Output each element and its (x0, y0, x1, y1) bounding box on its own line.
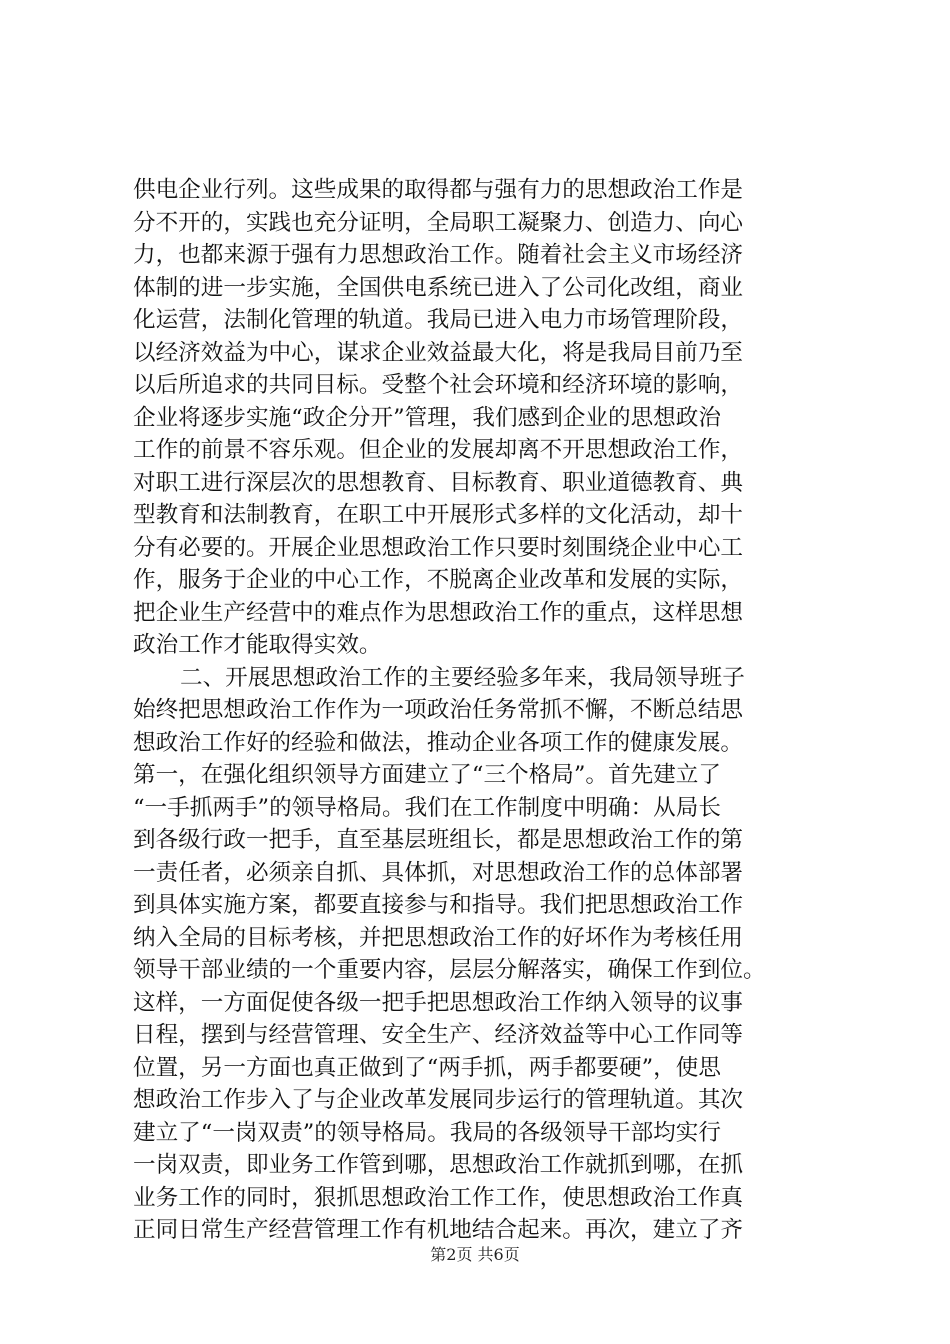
text-line: 政治工作才能取得实效。 (133, 632, 382, 658)
text-line: 分不开的，实践也充分证明，全局职工凝聚力、创造力、向心 (133, 209, 744, 236)
text-line: 供电企业行列。这些成果的取得都与强有力的思想政治工作是 (133, 177, 744, 203)
text-line: 把企业生产经营中的难点作为思想政治工作的重点，这样思想 (133, 599, 744, 626)
page-number-footer: 第2页 共6页 (430, 1245, 520, 1264)
text-line: 工作的前景不容乐观。但企业的发展却离不开思想政治工作， (133, 437, 744, 463)
text-line: 正同日常生产经营管理工作有机地结合起来。再次，建立了齐 (133, 1217, 744, 1243)
text-line: 以后所追求的共同目标。受整个社会环境和经济环境的影响， (133, 372, 744, 398)
text-line: 业务工作的同时，狠抓思想政治工作工作，使思想政治工作真 (133, 1184, 744, 1211)
text-line: 这样，一方面促使各级一把手把思想政治工作纳入领导的议事 (133, 989, 744, 1016)
text-line: 力，也都来源于强有力思想政治工作。随着社会主义市场经济 (133, 242, 744, 268)
text-line: “一手抓两手”的领导格局。我们在工作制度中明确：从局长 (133, 794, 721, 821)
text-line: 位置，另一方面也真正做到了“两手抓，两手都要硬”，使思 (133, 1054, 721, 1081)
text-line: 到各级行政一把手，直至基层班组长，都是思想政治工作的第 (133, 827, 744, 853)
text-line: 分有必要的。开展企业思想政治工作只要时刻围绕企业中心工 (133, 534, 744, 561)
text-line: 体制的进一步实施，全国供电系统已进入了公司化改组，商业 (133, 274, 744, 301)
text-line: 一岗双责，即业务工作管到哪，思想政治工作就抓到哪，在抓 (133, 1152, 744, 1178)
paragraph-start-line: 二、开展思想政治工作的主要经验多年来，我局领导班子 (180, 664, 745, 691)
text-line: 领导干部业绩的一个重要内容，层层分解落实，确保工作到位。 (133, 957, 766, 983)
text-line: 化运营，法制化管理的轨道。我局已进入电力市场管理阶段， (133, 307, 744, 333)
text-line: 企业将逐步实施“政企分开”管理，我们感到企业的思想政治 (133, 404, 721, 431)
text-line: 到具体实施方案，都要直接参与和指导。我们把思想政治工作 (133, 892, 744, 918)
text-line: 日程，摆到与经营管理、安全生产、经济效益等中心工作同等 (133, 1022, 744, 1048)
body-text (133, 174, 833, 1247)
text-line: 想政治工作步入了与企业改革发展同步运行的管理轨道。其次 (133, 1087, 744, 1113)
text-line: 想政治工作好的经验和做法，推动企业各项工作的健康发展。 (133, 729, 744, 756)
text-line: 型教育和法制教育，在职工中开展形式多样的文化活动，却十 (133, 502, 744, 528)
text-line: 作，服务于企业的中心工作，不脱离企业改革和发展的实际， (133, 567, 744, 593)
text-line: 建立了“一岗双责”的领导格局。我局的各级领导干部均实行 (133, 1119, 721, 1146)
text-line: 纳入全局的目标考核，并把思想政治工作的好坏作为考核任用 (133, 924, 744, 951)
text-line: 一责任者，必须亲自抓、具体抓，对思想政治工作的总体部署 (133, 859, 744, 886)
text-line: 对职工进行深层次的思想教育、目标教育、职业道德教育、典 (133, 469, 744, 496)
text-line: 始终把思想政治工作作为一项政治任务常抓不懈，不断总结思 (133, 697, 744, 723)
text-line: 第一，在强化组织领导方面建立了“三个格局”。首先建立了 (133, 762, 721, 788)
text-line: 以经济效益为中心，谋求企业效益最大化，将是我局目前乃至 (133, 339, 744, 366)
